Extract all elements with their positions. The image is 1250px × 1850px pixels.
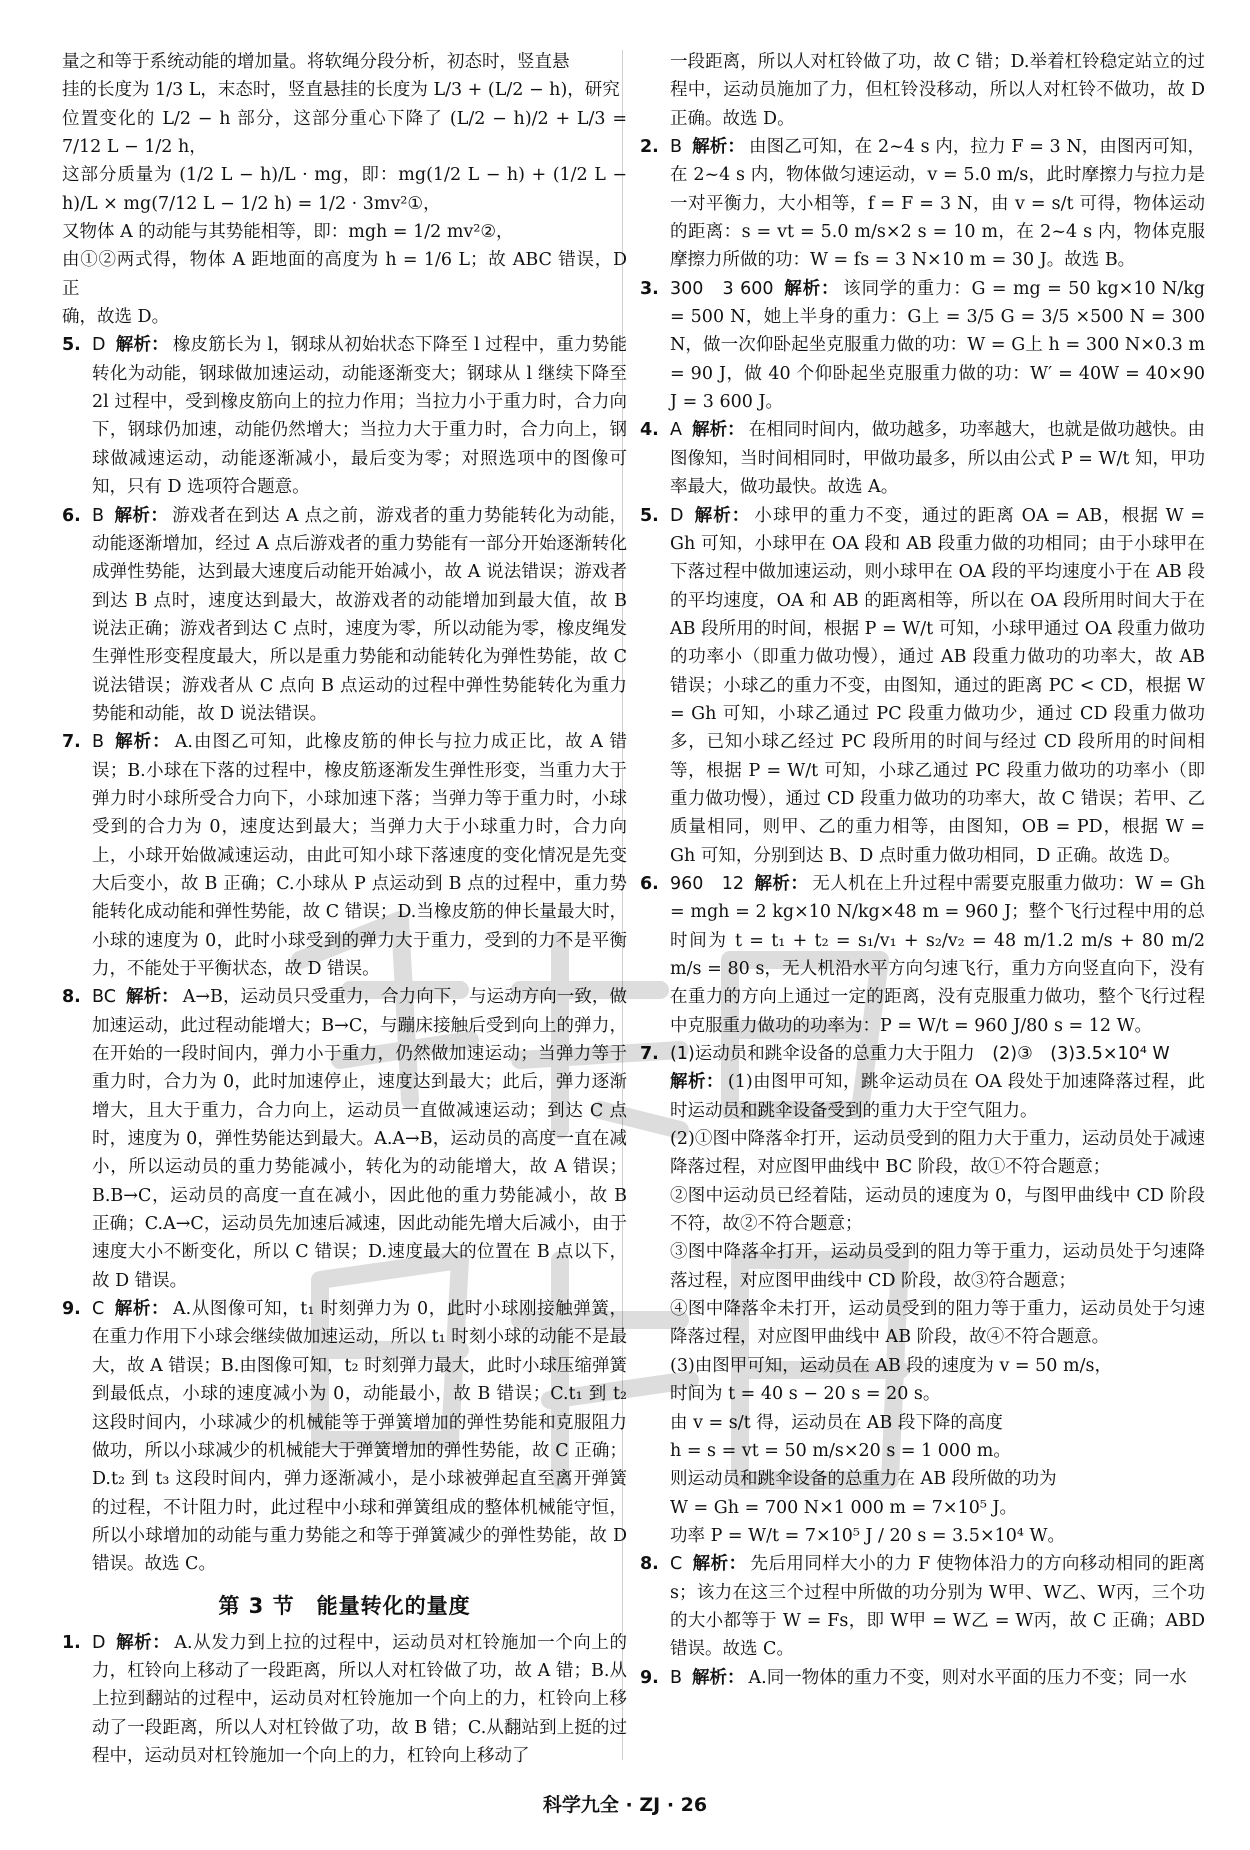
analysis-line: W = Gh = 700 N×1 000 m = 7×10⁵ J。 [670,1497,1017,1518]
analysis-text: 由图乙可知，在 2~4 s 内，拉力 F = 3 N，由图丙可知，在 2~4 s 内，物体做匀速运动，v = 5.0 m/s，此时摩擦力与拉力是一对平衡力，大小相等，f = F = 3 N，由 v = s/t 可得，物体运动的距离：s = vt = 5.0 m/s×2 s = 10 m，在 2~4 s 内，物体克服摩擦力所做的功：W = fs = 3 N×10 m = 30 J。故选 B。 [670,137,1205,271]
item-number: 2. [640,137,659,158]
answer-item [62,1629,627,1771]
answer-item [640,133,1205,275]
item-answer: C [92,1299,105,1320]
page-footer: 科学九全 · ZJ · 26 [542,1794,708,1816]
item-answer: B [92,505,105,526]
item-answer: A [670,420,682,441]
analysis-label: 解析： [115,1632,171,1653]
item-answer: 960 12 [670,873,745,894]
analysis-text: 小球甲的重力不变，通过的距离 OA = AB，根据 W = Gh 可知，小球甲在 OA 段和 AB 段重力做的功相同；由于小球甲在下落过程中做加速运动，则小球甲在 OA 段的平均速度小于在 AB 段的平均速度，OA 和 AB 的距离相等，所以在 OA 段所用时间大于在 AB 段所用的时间，根据 P = W/t 可知，小球甲通过 OA 段重力做功的功率小（即重力做功慢），通过 AB 段重力做功的功率大，故 AB 错误；小球乙的重力不变，由图知，通过的距离 PC < CD，根据 W = Gh 可知，小球乙通过 PC 段重力做功少，通过 CD 段重力做功多，已知小球乙经过 PC 段所用的时间与经过 CD 段所用的时间相等，根据 P = W/t 可知，小球乙通过 PC 段重力做功的功率小（即重力做功慢），通过 CD 段重力做功的功率大，故 C 错误；若甲、乙质量相同，则甲、乙的重力相等，由图知，OB = PD，根据 W = Gh 可知，分别到达 B、D 点时重力做功相同，D 正确。故选 D。 [670,505,1206,866]
item-number: 9. [640,1667,659,1688]
analysis-label: 解析： [125,987,179,1008]
analysis-label: 解析： [692,137,745,158]
intro-line: 量之和等于系统动能的增加量。将软绳分段分析，初态时，竖直悬 [62,52,570,72]
item-answer: B [670,137,683,158]
analysis-label: 解析： [114,505,169,526]
intro-line: 挂的长度为 1/3 L，末态时，竖直悬挂的长度为 L/3 + (L/2 − h)，研究 [62,80,620,101]
analysis-line: 时间为 t = 40 s − 20 s = 20 s。 [670,1384,941,1405]
left-column [62,48,627,1770]
analysis-text: 游戏者在到达 A 点之前，游戏者的重力势能转化为动能，动能逐渐增加，经过 A 点后游戏者的重力势能有一部分开始逐渐转化成弹性势能，达到最大速度后动能开始减小，故 A 说法错误；游戏者到达 B 点时，速度达到最大，故游戏者的动能增加到最大值，故 B 说法正确；游戏者到达 C 点时，速度为零，所以动能为零，橡皮绳发生弹性形变程度最大，所以是重力势能和动能转化为弹性势能，故 C 说法错误；游戏者从 C 点向 B 点运动的过程中弹性势能转化为重力势能和动能，故 D 说法错误。 [92,505,628,724]
answer-item [62,983,627,1295]
continuation-text: 一段距离，所以人对杠铃做了功，故 C 错；D.举着杠铃稳定站立的过程中，运动员施加了力，但杠铃没移动，所以人对杠铃不做功，故 D 正确。故选 D。 [670,52,1205,129]
item-answer: B [92,732,105,753]
answer-item [62,1295,627,1578]
answer-item [640,870,1205,1040]
right-column [640,48,1205,1692]
analysis-label: 解析： [783,278,840,299]
answer-item [640,275,1205,417]
intro-line: 位置变化的 L/2 − h 部分，这部分重心下降了 (L/2 − h)/2 + L/3 = 7/12 L − 1/2 h， [62,108,627,158]
analysis-text: 先后用同样大小的力 F 使物体沿力的方向移动相同的距离 s；该力在这三个过程中所做的功分别为 W甲、W乙、W丙，三个功的大小都等于 W = Fs，即 W甲 = W乙 = W丙，故 C 正确；ABD 错误。故选 C。 [670,1554,1205,1660]
analysis-text: A.同一物体的重力不变，则对水平面的压力不变；同一水 [748,1667,1187,1688]
item-number: 4. [640,420,659,441]
item-answer: C [670,1554,683,1575]
analysis-line: ②图中运动员已经着陆，运动员的速度为 0，与图甲曲线中 CD 阶段不符，故②不符合题意； [670,1185,1205,1235]
analysis-text: A.由图乙可知，此橡皮筋的伸长与拉力成正比，故 A 错误；B.小球在下落的过程中，橡皮筋逐渐发生弹性形变，当重力大于弹力时小球所受合力向下，小球加速下落；当弹力等于重力时，小球受到的合力为 0，速度达到最大；当弹力大于小球重力时，合力向上，小球开始做减速运动，由此可知小球下落速度的变化情况是先变大后变小，故 B 正确；C.小球从 P 点运动到 B 点的过程中，重力势能转化成动能和弹性势能，故 C 错误；D.当橡皮筋的伸长量最大时，小球的速度为 0，此时小球受到的弹力大于重力，受到的力不是平衡力，不能处于平衡状态，故 D 错误。 [92,732,627,979]
answer-item [62,502,627,729]
analysis-text: (1)由图甲可知，跳伞运动员在 OA 段处于加速降落过程，此时运动员和跳伞设备受到的重力大于空气阻力。 [670,1072,1205,1121]
item-answer: 300 3 600 [670,278,774,299]
analysis-line: 功率 P = W/t = 7×10⁵ J / 20 s = 3.5×10⁴ W。 [670,1525,1065,1546]
item-answer: D [92,1632,106,1653]
item-number: 7. [640,1044,659,1065]
analysis-text: A.从图像可知，t₁ 时刻弹力为 0，此时小球刚接触弹簧，在重力作用下小球会继续做加速运动，所以 t₁ 时刻小球的动能不是最大，故 A 错误；B.由图像可知，t₂ 时刻弹力最大，此时小球压缩弹簧到最低点，小球的速度减小为 0，动能最小，故 B 错误；C.t₁ 到 t₂ 这段时间内，小球减少的机械能等于弹簧增加的弹性势能和克服阻力做功，所以小球减少的机械能大于弹簧增加的弹性势能，故 C 正确；D.t₂ 到 t₃ 这段时间内，弹力逐渐减小，是小球被弹起直至离开弹簧的过程，不计阻力时，此过程中小球和弹簧组成的整体机械能守恒，所以小球增加的动能与重力势能之和等于弹簧减少的弹性势能，故 D 错误。故选 C。 [92,1299,627,1575]
intro-line: 又物体 A 的动能与其势能相等，即：mgh = 1/2 mv²②， [62,222,514,243]
analysis-line: h = s = vt = 50 m/s×20 s = 1 000 m。 [670,1440,1011,1461]
item-number: 9. [62,1299,81,1320]
analysis-text: A.从发力到上拉的过程中，运动员对杠铃施加一个向上的力，杠铃向上移动了一段距离，所以人对杠铃做了功，故 A 错；B.从上拉到翻站的过程中，运动员对杠铃施加一个向上的力，杠铃向上移动了一段距离，所以人对杠铃做了功，故 B 错；C.从翻站到上挺的过程中，运动员对杠铃施加一个向上的力，杠铃向上移动了 [92,1632,628,1766]
analysis-line: (2)①图中降落伞打开，运动员受到的阻力大于重力，运动员处于减速降落过程，对应图甲曲线中 BC 阶段，故①不符合题意； [670,1129,1205,1178]
analysis-line: 由 v = s/t 得，运动员在 AB 段下降的高度 [670,1412,1003,1433]
item-number: 7. [62,732,81,753]
answer-item [640,502,1205,870]
item-number: 3. [640,278,659,299]
analysis-text: 无人机在上升过程中需要克服重力做功：W = Gh = mgh = 2 kg×10 N/kg×48 m = 960 J；整个飞行过程中用的总时间为 t = t₁ + t₂ = s₁/v₁ + s₂/v₂ = 48 m/1.2 m/s + 80 m/2 m/s = 80 s，无人机沿水平方向匀速飞行，重力方向竖直向下，没有在重力的方向上通过一定的距离，没有克服重力做功，整个飞行过程中克服重力做功的功率为：P = W/t = 960 J/80 s = 12 W。 [670,873,1206,1036]
intro-line: 这部分质量为 (1/2 L − h)/L · mg，即：mg(1/2 L − h) + (1/2 L − h)/L × mg(7/12 L − 1/2 h) = 1/2 · 3mv²①， [62,165,627,214]
analysis-text: 该同学的重力：G = mg = 50 kg×10 N/kg = 500 N，她上半身的重力：G上 = 3/5 G = 3/5 ×500 N = 300 N，做一次仰卧起坐克服重力做的功：W = G上 h = 300 N×0.3 m = 90 J，做 40 个仰卧起坐克服重力做的功：W′ = 40W = 40×90 J = 3 600 J。 [670,278,1205,413]
section-heading: 第 3 节 能量转化的量度 [218,1593,471,1618]
analysis-line: (3)由图甲可知，运动员在 AB 段的速度为 v = 50 m/s， [670,1355,1112,1376]
item-answer: D [670,505,684,526]
item-answer: (1)运动员和跳伞设备的总重力大于阻力 (2)③ (3)3.5×10⁴ W [670,1044,1170,1065]
analysis-line: ④图中降落伞未打开，运动员受到的阻力等于重力，运动员处于匀速降落过程，对应图甲曲线中 AB 阶段，故④不符合题意。 [670,1299,1205,1348]
item-number: 8. [640,1554,659,1575]
analysis-text: A→B，运动员只受重力，合力向下，与运动方向一致，做加速运动，此过程动能增大；B→C，与蹦床接触后受到向上的弹力，在开始的一段时间内，弹力小于重力，仍然做加速运动；当弹力等于重力时，合力为 0，此时加速停止，速度达到最大；此后，弹力逐渐增大，且大于重力，合力向上，运动员一直做减速运动；到达 C 点时，速度为 0，弹性势能达到最大。A.A→B，运动员的高度一直在减小，所以运动员的重力势能减小，转化为的动能增大，故 A 错误；B.B→C，运动员的高度一直在减小，因此他的重力势能减小，故 B 正确；C.A→C，运动员先加速后减速，因此动能先增大后减小，由于速度大小不断变化，所以 C 错误；D.速度最大的位置在 B 点以下，故 D 错误。 [92,987,628,1291]
item-number: 5. [62,335,81,356]
analysis-line: 则运动员和跳伞设备的总重力在 AB 段所做的功为 [670,1469,1057,1490]
analysis-label: 解析： [691,420,745,441]
answer-item [62,728,627,983]
answer-item [640,1664,1205,1692]
item-answer: B [670,1667,683,1688]
intro-line: 由①②两式得，物体 A 距地面的高度为 h = 1/6 L；故 ABC 错误，D 正 [62,250,627,299]
analysis-text: 在相同时间内，做功越多，功率越大，也就是做功越快。由图像知，当时间相同时，甲做功最多，所以由公式 P = W/t 知，甲功率最大，做功最快。故选 A。 [670,420,1206,498]
analysis-label: 解析： [754,873,809,894]
analysis-line: ③图中降落伞打开，运动员受到的阻力等于重力，运动员处于匀速降落过程，对应图甲曲线中 CD 阶段，故③符合题意； [670,1242,1205,1291]
item-number: 5. [640,505,659,526]
analysis-label: 解析： [693,505,751,526]
analysis-label: 解析： [114,732,171,753]
intro-line: 确，故选 D。 [62,307,170,328]
analysis-label: 解析： [692,1667,745,1688]
item-number: 8. [62,987,81,1008]
analysis-label: 解析： [114,1299,170,1320]
answer-item [640,416,1205,501]
item-number: 6. [62,505,81,526]
analysis-label: 解析： [692,1554,747,1575]
answer-item [640,1550,1205,1663]
analysis-text: 橡皮筋长为 l，钢球从初始状态下降至 l 过程中，重力势能转化为动能，钢球做加速运动，动能逐渐变大；钢球从 l 继续下降至 2l 过程中，受到橡皮筋向上的拉力作用；当拉力小于重力时，合力向下，钢球仍加速，动能仍然增大；当拉力大于重力时，合力向上，钢球做减速运动，动能逐渐减小，最后变为零；对照选项中的图像可知，只有 D 选项符合题意。 [92,335,627,498]
item-number: 1. [62,1632,81,1653]
answer-item [62,331,627,501]
item-number: 6. [640,873,659,894]
analysis-label: 解析： [670,1072,724,1093]
analysis-label: 解析： [115,335,169,356]
item-answer: D [92,335,106,356]
item-answer: BC [92,987,116,1008]
answer-item [640,1040,1205,1550]
